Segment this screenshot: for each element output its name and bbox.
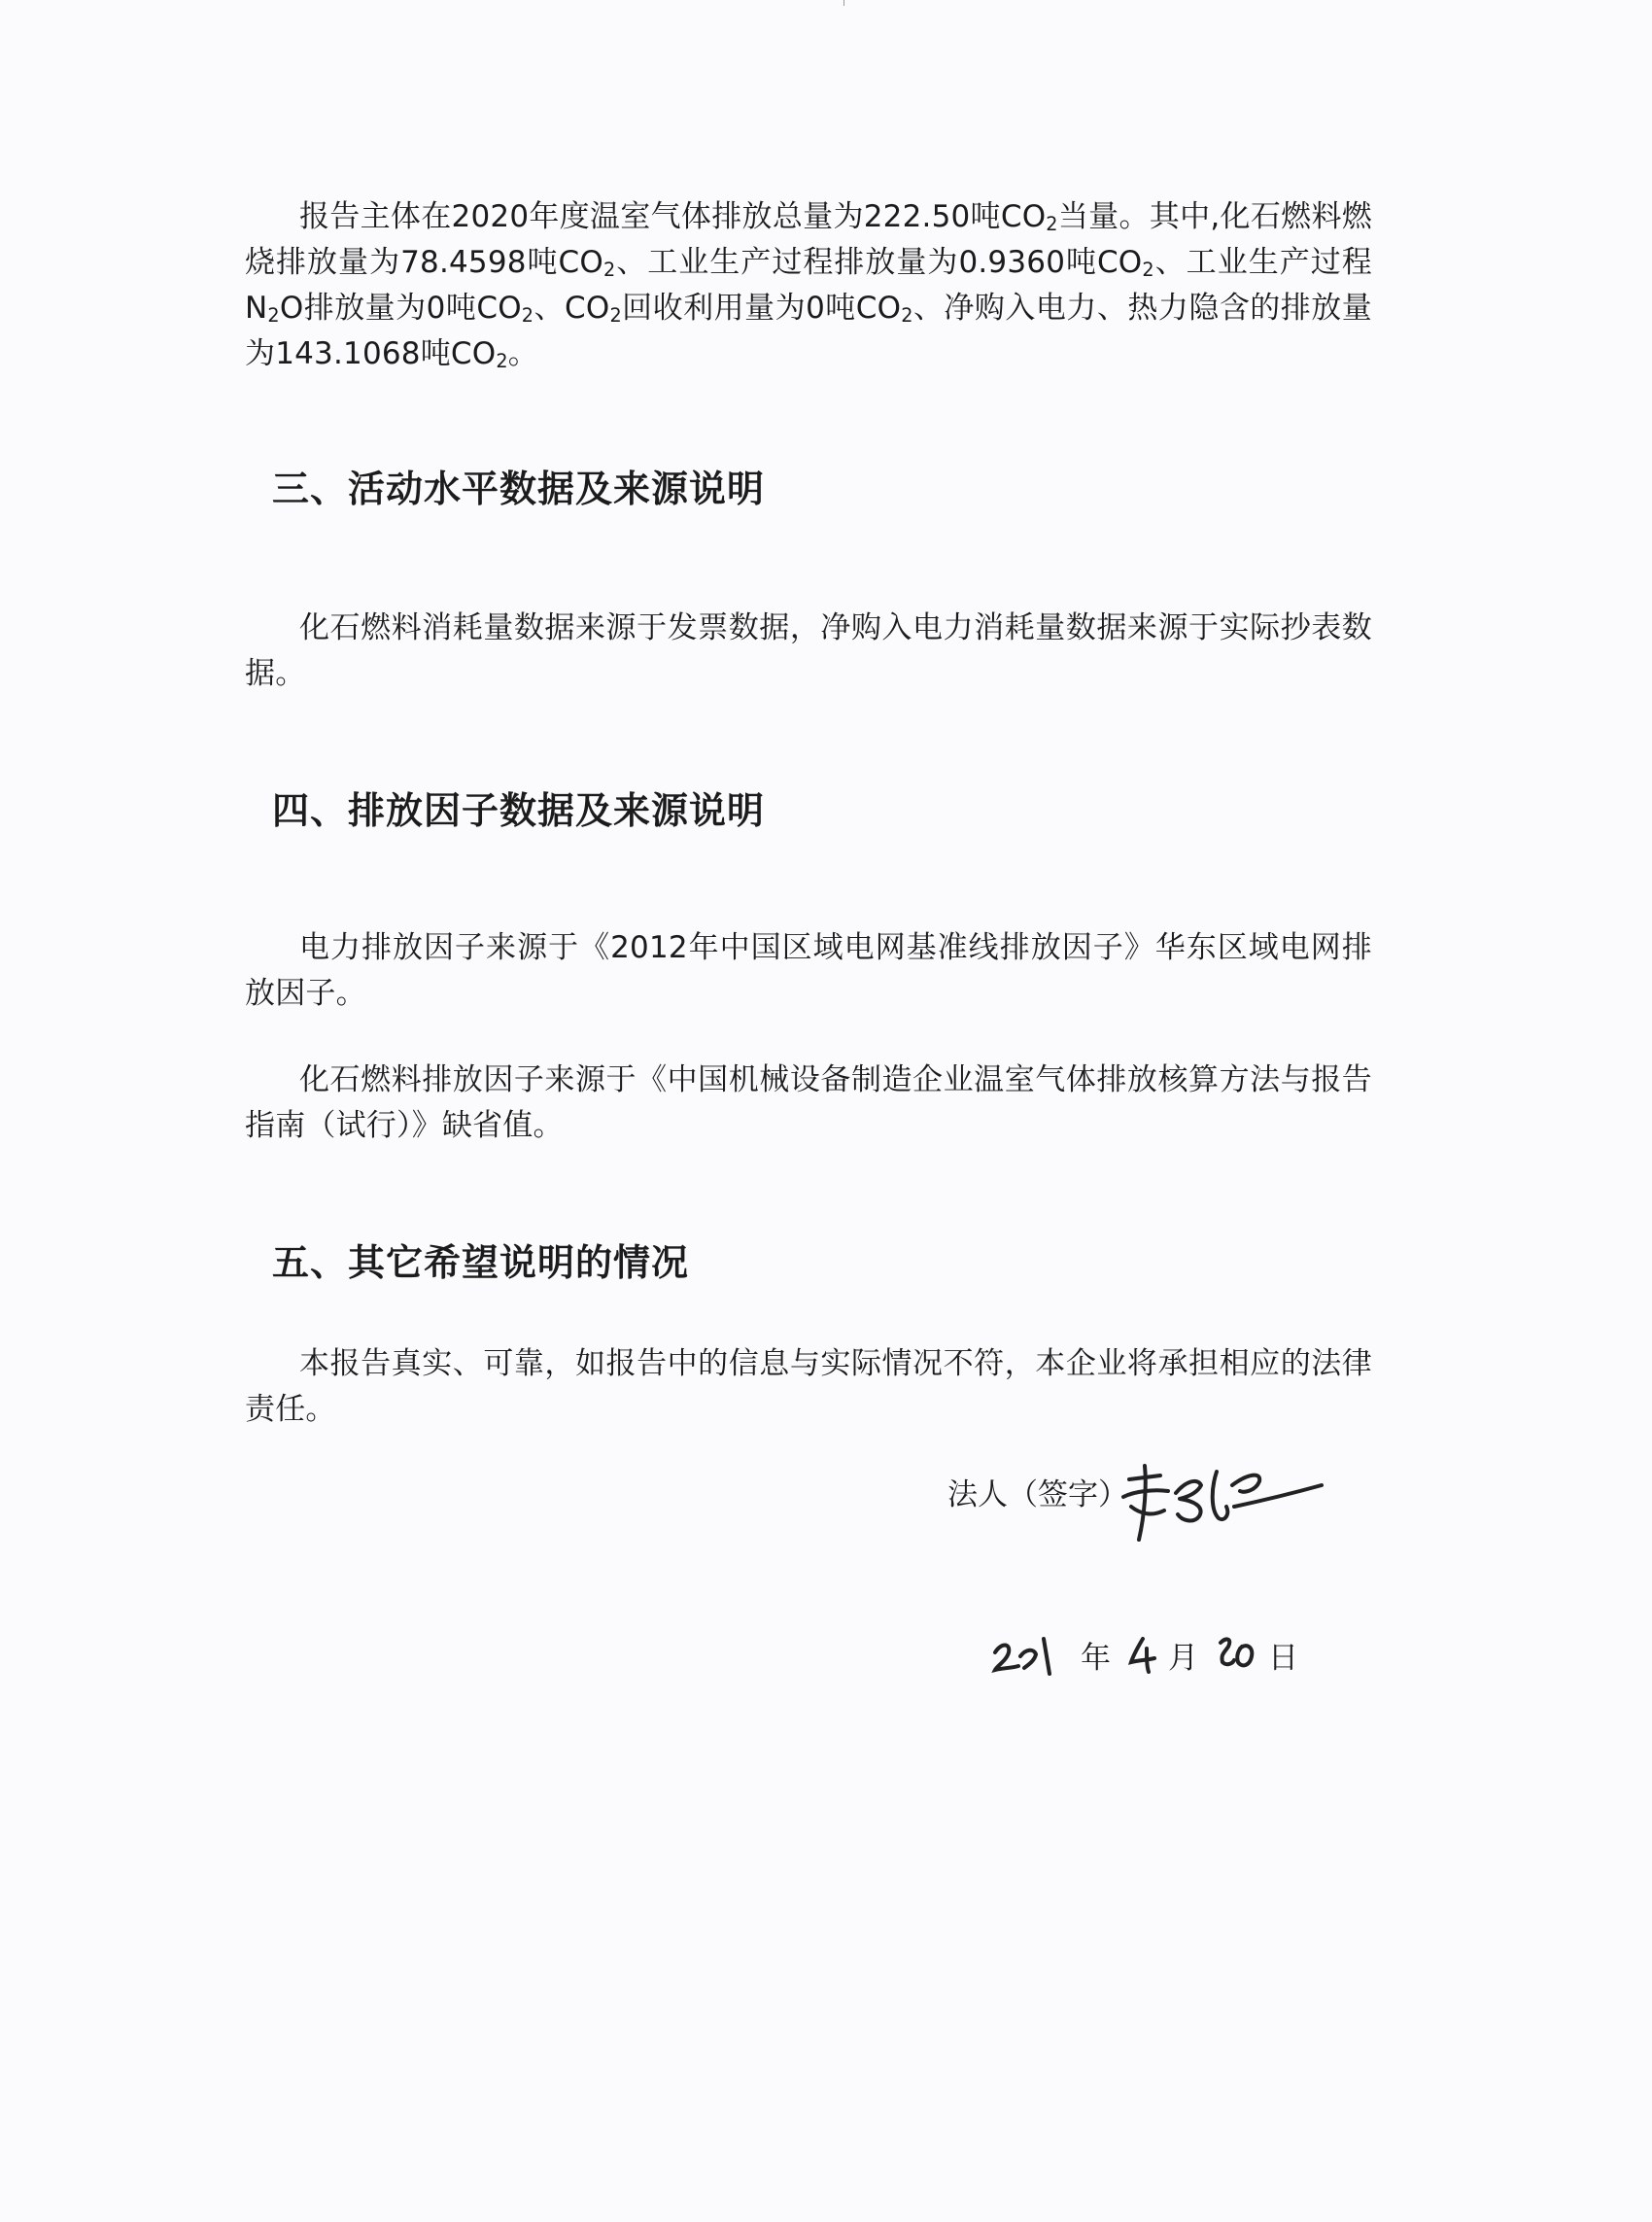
signature-label: 法人（签字） — [947, 1477, 1128, 1512]
handwritten-year — [991, 1631, 1061, 1676]
emissions-summary — [245, 194, 1372, 377]
subscript-2: 2 — [496, 349, 508, 372]
section3-body — [245, 606, 1372, 697]
month-suffix: 月 — [1168, 1641, 1198, 1676]
subscript-2: 2 — [1046, 212, 1058, 235]
summary-text-a: 报告主体在2020年度温室气体排放总量为222.50吨CO — [299, 199, 1047, 234]
summary-text-e: O排放量为0吨CO — [279, 291, 522, 326]
summary-text-c: 、工业生产过程排放量为0.9360吨CO — [615, 245, 1143, 280]
handwritten-signature — [1116, 1446, 1329, 1553]
section4-body-1 — [245, 925, 1372, 1017]
section4-heading: 四、排放因子数据及来源说明 — [272, 789, 766, 832]
handwritten-day — [1217, 1633, 1256, 1674]
summary-text-b: 当量。其中,化石燃料燃烧排放量为78.4598吨CO — [245, 199, 1372, 280]
scan-mark — [843, 0, 844, 6]
summary-text-f: 、CO — [533, 291, 610, 326]
subscript-2: 2 — [1142, 258, 1154, 281]
subscript-2: 2 — [901, 303, 913, 327]
summary-text-g: 回收利用量为0吨CO — [621, 291, 902, 326]
handwritten-month — [1127, 1635, 1156, 1674]
summary-text-h: 、净购入电力、热力隐含的排放量为143.1068吨CO — [245, 291, 1372, 371]
section5-body — [245, 1341, 1372, 1433]
emissions-summary-paragraph — [245, 194, 1372, 377]
summary-text-i: 。 — [507, 336, 538, 371]
section3-heading: 三、活动水平数据及来源说明 — [272, 468, 766, 510]
section5-heading: 五、其它希望说明的情况 — [272, 1241, 690, 1284]
subscript-2: 2 — [521, 303, 534, 327]
section4-paragraph-2: 化石燃料排放因子来源于《中国机械设备制造企业温室气体排放核算方法与报告指南（试行）》缺省值。 — [245, 1062, 1372, 1143]
section3-paragraph: 化石燃料消耗量数据来源于发票数据，净购入电力消耗量数据来源于实际抄表数据。 — [245, 610, 1372, 691]
subscript-2: 2 — [602, 258, 616, 281]
year-suffix: 年 — [1081, 1641, 1111, 1676]
section4-body-2 — [245, 1058, 1372, 1149]
section5-paragraph: 本报告真实、可靠，如报告中的信息与实际情况不符，本企业将承担相应的法律责任。 — [245, 1346, 1372, 1427]
day-suffix: 日 — [1268, 1641, 1298, 1676]
section4-paragraph-1: 电力排放因子来源于《2012年中国区域电网基准线排放因子》华东区域电网排放因子。 — [245, 930, 1372, 1011]
subscript-2: 2 — [267, 303, 280, 327]
signing-date — [991, 1625, 1322, 1684]
summary-text-d: 、工业生产过程N — [245, 245, 1372, 326]
subscript-2: 2 — [609, 303, 622, 327]
